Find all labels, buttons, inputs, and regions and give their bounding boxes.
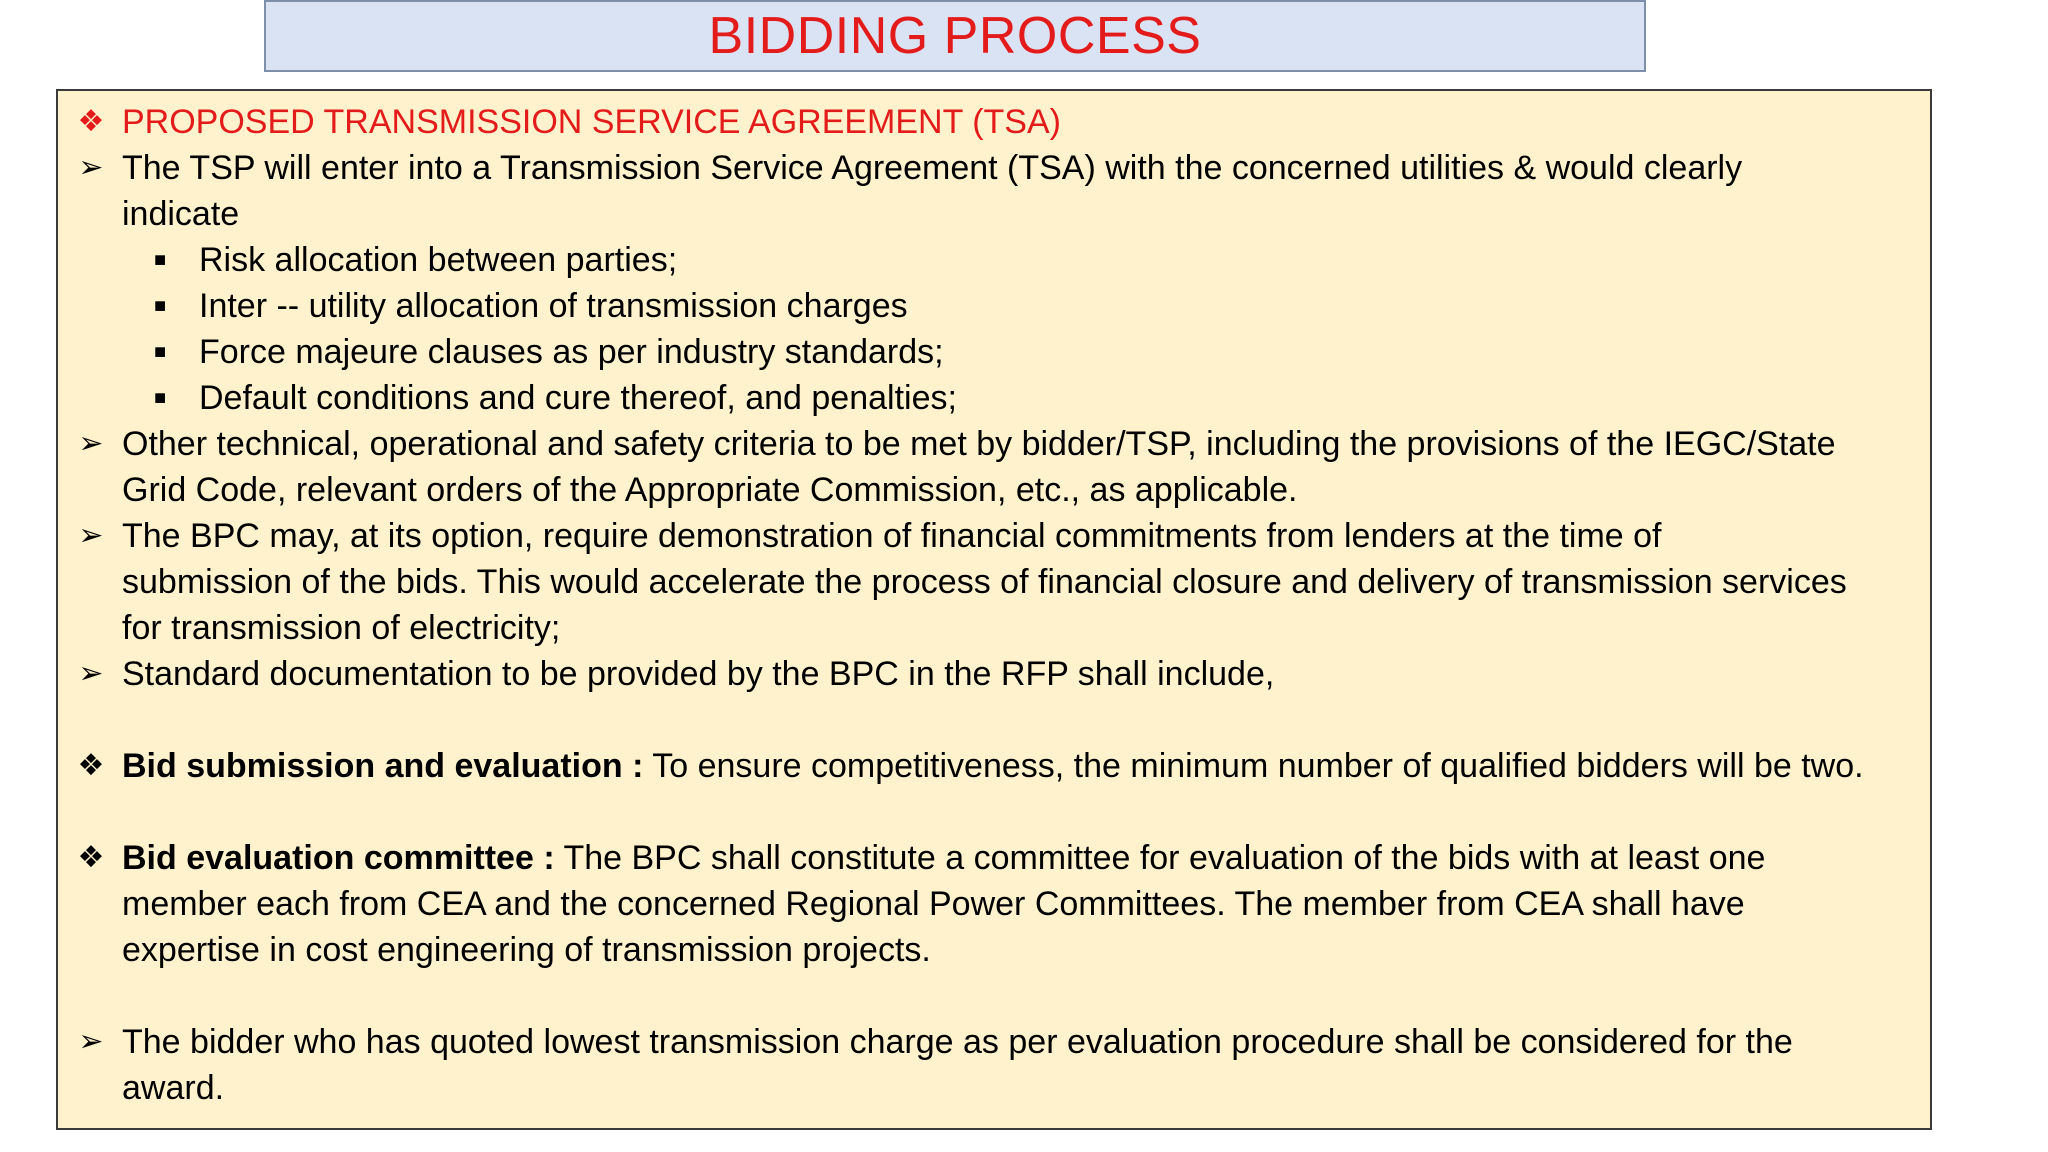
diamond-bullet-icon: ❖ xyxy=(77,749,105,782)
bid-committee-label: Bid evaluation committee : xyxy=(122,839,555,877)
square-bullet-icon: ■ xyxy=(153,341,167,363)
bid-committee-paragraph xyxy=(122,835,1765,881)
arrow-bullet-icon: ➢ xyxy=(78,1025,104,1058)
p3-line3: for transmission of electricity; xyxy=(122,609,561,647)
arrow-bullet-icon: ➢ xyxy=(78,657,104,690)
sub-item-text: Default conditions and cure thereof, and penalties; xyxy=(199,379,957,417)
p2-line2: Grid Code, relevant orders of the Appropriate Commission, etc., as applicable. xyxy=(122,471,1298,509)
p3-line2: submission of the bids. This would accelerate the process of financial closure and delivery of transmission services xyxy=(122,563,1847,601)
p5-line1: The bidder who has quoted lowest transmission charge as per evaluation procedure shall be considered for the xyxy=(122,1023,1793,1061)
bid-submission-label: Bid submission and evaluation : xyxy=(122,747,644,785)
bid-committee-line3: expertise in cost engineering of transmission projects. xyxy=(122,931,931,969)
p5-line2: award. xyxy=(122,1069,225,1107)
bid-committee-line2: member each from CEA and the concerned Regional Power Committees. The member from CEA shall have xyxy=(122,885,1745,923)
slide-title: BIDDING PROCESS xyxy=(708,7,1202,65)
arrow-bullet-icon: ➢ xyxy=(78,519,104,552)
arrow-bullet-icon: ➢ xyxy=(78,427,104,460)
tsa-heading: PROPOSED TRANSMISSION SERVICE AGREEMENT (TSA) xyxy=(122,103,1061,141)
p1-line1: The TSP will enter into a Transmission Service Agreement (TSA) with the concerned utilities & would clearly xyxy=(122,149,1743,187)
bid-submission-text: To ensure competitiveness, the minimum number of qualified bidders will be two. xyxy=(643,747,1864,785)
p2-line1: Other technical, operational and safety criteria to be met by bidder/TSP, including the provisions of the IEGC/State xyxy=(122,425,1836,463)
sub-item-text: Force majeure clauses as per industry standards; xyxy=(199,333,944,371)
diamond-bullet-icon: ❖ xyxy=(77,105,105,138)
bid-submission-paragraph xyxy=(122,743,1864,789)
p1-line2: indicate xyxy=(122,195,240,233)
title-banner xyxy=(264,0,1646,72)
content-panel xyxy=(56,89,1932,1130)
arrow-bullet-icon: ➢ xyxy=(78,151,104,184)
sub-item-text: Inter -- utility allocation of transmission charges xyxy=(199,287,908,325)
p4-line1: Standard documentation to be provided by the BPC in the RFP shall include, xyxy=(122,655,1275,693)
p3-line1: The BPC may, at its option, require demonstration of financial commitments from lenders at the time of xyxy=(122,517,1662,555)
square-bullet-icon: ■ xyxy=(153,387,167,409)
square-bullet-icon: ■ xyxy=(153,249,167,271)
square-bullet-icon: ■ xyxy=(153,295,167,317)
diamond-bullet-icon: ❖ xyxy=(77,841,105,874)
sub-item-text: Risk allocation between parties; xyxy=(199,241,678,279)
bid-committee-text: The BPC shall constitute a committee for evaluation of the bids with at least one xyxy=(554,839,1766,877)
